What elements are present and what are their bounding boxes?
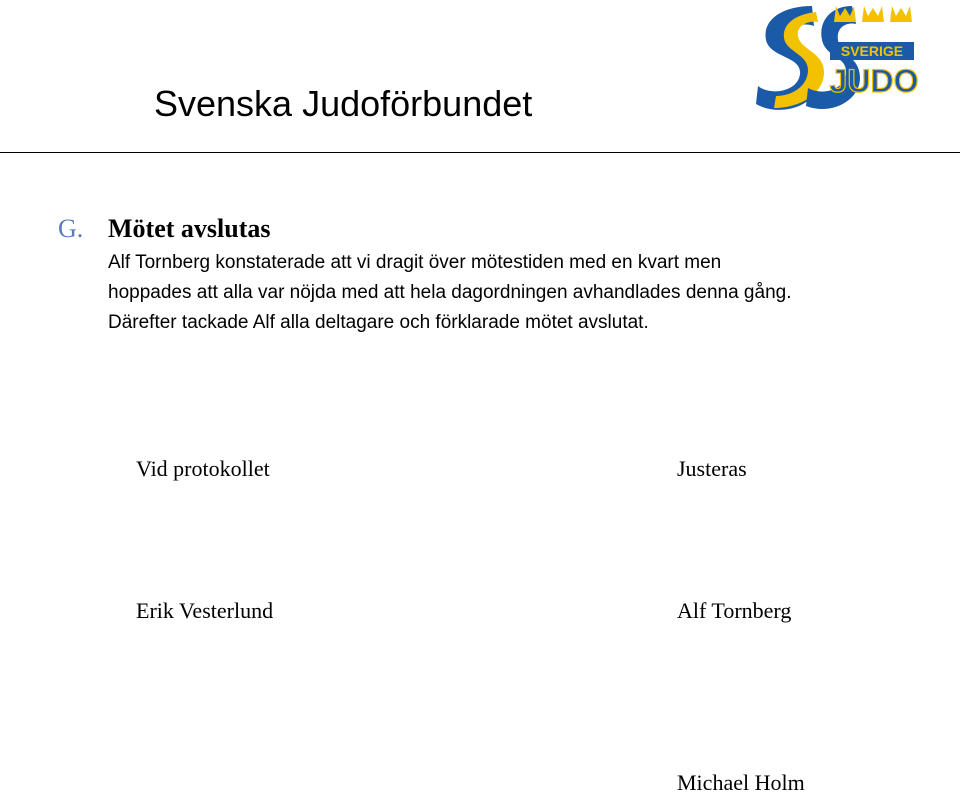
section-heading	[58, 212, 270, 246]
signature-name-right-2: Michael Holm	[677, 770, 805, 795]
signature-name-right: Alf Tornberg	[677, 598, 792, 623]
logo-text-bottom: JUDO	[829, 63, 919, 99]
logo-text-top: SVERIGE	[840, 43, 904, 59]
organization-title: Svenska Judoförbundet	[154, 83, 533, 124]
section-title: Mötet avslutas	[108, 214, 271, 243]
paragraph-line: Därefter tackade Alf alla deltagare och förklarade mötet avslutat.	[108, 312, 649, 333]
signature-label-left: Vid protokollet	[136, 456, 270, 481]
svenska-judo-logo	[752, 0, 924, 118]
section-letter: G.	[58, 214, 84, 243]
header-divider	[0, 152, 960, 153]
signature-name-left: Erik Vesterlund	[136, 598, 274, 623]
paragraph-line: Alf Tornberg konstaterade att vi dragit över mötestiden med en kvart men	[108, 252, 722, 273]
paragraph-line: hoppades att alla var nöjda med att hela dagordningen avhandlades denna gång.	[108, 282, 792, 303]
signature-label-right: Justeras	[677, 456, 747, 481]
section-paragraph	[108, 248, 908, 338]
